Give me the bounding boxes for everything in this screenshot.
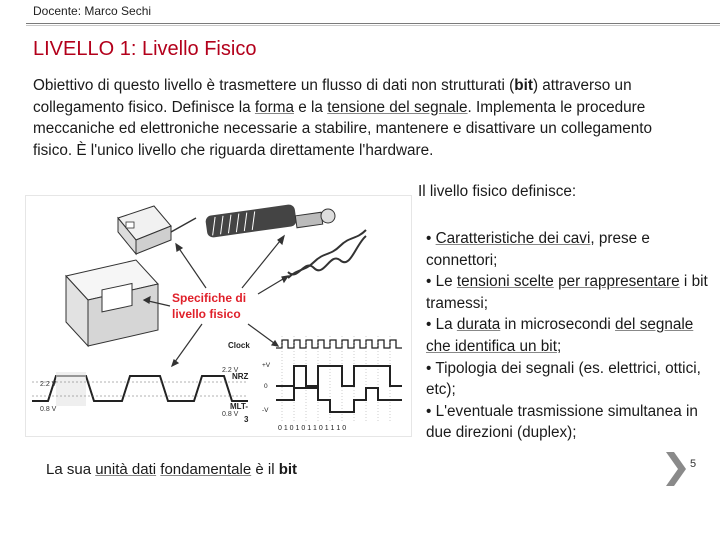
coaxial-cable-icon xyxy=(205,204,335,238)
bottom-statement xyxy=(46,461,297,478)
bit-grid xyxy=(282,336,390,422)
definition-item xyxy=(426,271,711,314)
header-divider-shadow xyxy=(26,25,720,26)
bottom-fondamentale: fondamentale xyxy=(160,461,252,478)
def1-rest: , prese e connettori; xyxy=(426,230,650,269)
mlt3-signal xyxy=(276,388,402,412)
def3-end: ; xyxy=(556,337,562,355)
clock-label: Clock xyxy=(228,341,250,350)
def1-prefix: • xyxy=(426,230,436,247)
intro-text-2: ) attraverso un collegamento fisico. Definisce la xyxy=(33,77,632,116)
header-text: Docente: Marco Sechi xyxy=(33,4,152,18)
physical-layer-diagram xyxy=(25,195,412,437)
v-zero-label: 0 xyxy=(264,383,268,390)
bottom-bit: bit xyxy=(278,461,298,478)
level-left-bottom: 0.8 V xyxy=(40,406,57,413)
v-plus-label: +V xyxy=(262,362,271,369)
definition-item xyxy=(426,314,711,357)
def4-text: • Tipologia dei segnali (es. elettrici, ottici, etc); xyxy=(426,359,701,399)
nrz-label: NRZ xyxy=(232,372,249,381)
slide-title: LIVELLO 1: Livello Fisico xyxy=(33,38,257,60)
v-minus-label: -V xyxy=(262,407,269,414)
diagram-label-line2: livello fisico xyxy=(172,307,241,321)
diagram-label-line1: Specifiche di xyxy=(172,291,247,305)
bottom-text-1: La sua xyxy=(46,461,96,478)
intro-text-3: e la xyxy=(294,98,328,116)
definition-item xyxy=(426,358,711,401)
level-right-top: 2.2 V xyxy=(222,367,239,374)
diagram-illustration xyxy=(26,196,411,436)
intro-tensione: tensione del segnale xyxy=(327,98,468,116)
bottom-unita-dati: unità dati xyxy=(95,461,157,478)
intro-bit: bit xyxy=(514,77,533,94)
def1-cavi: Caratteristiche dei cavi xyxy=(435,230,591,247)
def3-segnale: del segnale xyxy=(615,316,694,334)
bit-sequence: 0 1 0 1 0 1 1 0 1 1 1 0 xyxy=(278,425,347,432)
def2-prefix: • Le xyxy=(426,273,457,291)
mlt3-label: 3 xyxy=(244,415,249,424)
def3-durata: durata xyxy=(456,316,501,334)
def2-rappresentare: per rappresentare xyxy=(558,273,680,291)
analog-waveform xyxy=(32,367,248,418)
definitions-title: Il livello fisico definisce: xyxy=(418,183,577,200)
level-left-top: 2.2 V xyxy=(40,381,57,388)
nrz-signal xyxy=(276,366,402,386)
header-divider xyxy=(26,23,720,24)
intro-text-4: . Implementa le procedure meccaniche ed elettroniche necessarie a stabilire, mantenere e disattivare un collegamento fisico. È l'unico livello che riguarda direttamente l'hardware. xyxy=(33,98,653,159)
def2-rest: i bit tramessi; xyxy=(426,273,708,312)
def3-prefix: • La xyxy=(426,316,457,334)
def3-identifica: che identifica un bit xyxy=(426,337,557,355)
bottom-text-3: è il xyxy=(251,461,279,478)
def5-text: • L'eventuale trasmissione simultanea in due direzioni (duplex); xyxy=(426,402,698,442)
intro-paragraph xyxy=(33,75,693,161)
chevron-right-icon xyxy=(664,452,686,486)
definition-item xyxy=(426,401,711,444)
intro-text-1: Obiettivo di questo livello è trasmettere un flusso di dati non strutturati ( xyxy=(33,77,515,94)
definitions-list xyxy=(426,228,711,444)
def2-tensioni: tensioni scelte xyxy=(456,273,554,291)
level-right-bottom: 0.8 V xyxy=(222,411,239,418)
twisted-pair-cable-icon xyxy=(288,230,366,278)
mlt-label: MLT- xyxy=(230,402,249,411)
page-number: 5 xyxy=(690,458,697,470)
rj45-socket-icon xyxy=(66,260,158,346)
clock-signal xyxy=(276,340,402,348)
definition-item xyxy=(426,228,711,271)
def3-mid: in microsecondi xyxy=(500,316,616,334)
intro-forma: forma xyxy=(254,98,295,116)
connector-module-icon xyxy=(118,206,196,254)
